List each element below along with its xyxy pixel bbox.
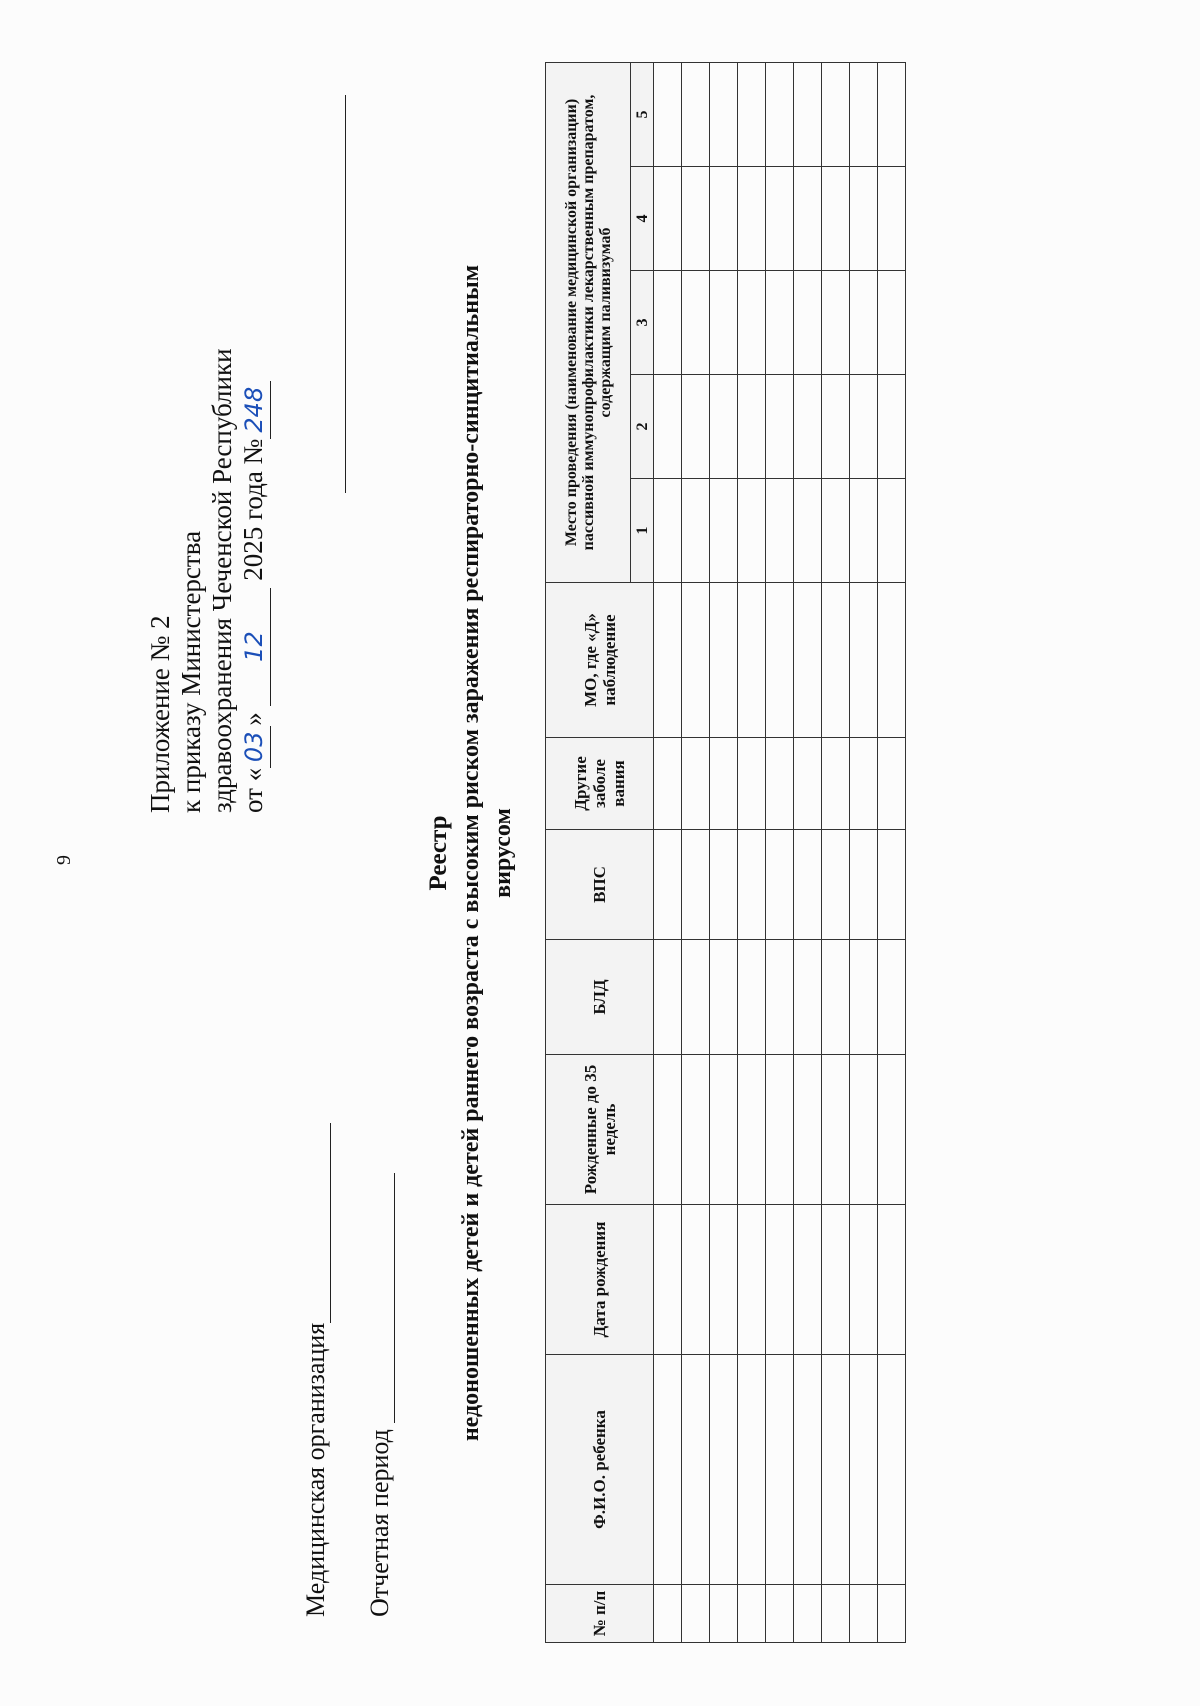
table-row <box>654 62 682 1642</box>
table-row <box>710 62 738 1642</box>
appendix-line-2: к приказу Министерства <box>176 530 206 813</box>
table-cell[interactable] <box>878 1355 906 1585</box>
table-cell[interactable] <box>738 271 766 375</box>
org-input-line[interactable] <box>308 1123 331 1323</box>
table-cell[interactable] <box>850 940 878 1055</box>
date-year-text: 2025 года № <box>238 438 268 581</box>
table-cell[interactable] <box>822 583 850 738</box>
table-cell[interactable] <box>738 375 766 479</box>
table-row <box>822 62 850 1642</box>
org-field <box>301 1123 331 1617</box>
table-cell[interactable] <box>710 167 738 271</box>
period-label: Отчетная период <box>365 1429 394 1617</box>
table-cell[interactable] <box>682 583 710 738</box>
table-cell[interactable] <box>710 1585 738 1643</box>
table-cell[interactable] <box>654 830 682 940</box>
table-cell[interactable] <box>850 62 878 166</box>
table-cell[interactable] <box>710 375 738 479</box>
table-cell[interactable] <box>682 479 710 583</box>
subcol-header-1: 1 <box>631 479 654 583</box>
table-cell[interactable] <box>878 271 906 375</box>
table-cell[interactable] <box>878 479 906 583</box>
table-cell[interactable] <box>878 167 906 271</box>
table-cell[interactable] <box>794 479 822 583</box>
date-month: 12 <box>239 588 271 706</box>
table-cell[interactable] <box>822 940 850 1055</box>
table-cell[interactable] <box>738 1205 766 1355</box>
title-line-2: недоношенных детей и детей раннего возраста с высоким риском заражения респираторно-синцитиальным <box>458 264 484 1442</box>
landscape-sheet <box>25 43 1175 1663</box>
title-line-3: вирусом <box>490 808 516 898</box>
table-cell[interactable] <box>878 375 906 479</box>
table-cell[interactable] <box>710 738 738 830</box>
table-cell[interactable] <box>682 1355 710 1585</box>
table-cell[interactable] <box>766 1355 794 1585</box>
col-header-born-before-35-weeks: Рожденные до 35 недель <box>546 1055 654 1205</box>
subcol-header-2: 2 <box>631 375 654 479</box>
table-cell[interactable] <box>766 583 794 738</box>
col-header-vps: ВПС <box>546 830 654 940</box>
table-cell[interactable] <box>654 479 682 583</box>
table-cell[interactable] <box>850 830 878 940</box>
table-cell[interactable] <box>794 1585 822 1643</box>
table-cell[interactable] <box>878 1205 906 1355</box>
table-cell[interactable] <box>654 738 682 830</box>
table-cell[interactable] <box>654 375 682 479</box>
table-cell[interactable] <box>878 940 906 1055</box>
table-cell[interactable] <box>738 479 766 583</box>
table-cell[interactable] <box>850 479 878 583</box>
table-cell[interactable] <box>766 167 794 271</box>
table-cell[interactable] <box>850 375 878 479</box>
table-cell[interactable] <box>850 271 878 375</box>
table-cell[interactable] <box>654 271 682 375</box>
table-cell[interactable] <box>766 1585 794 1643</box>
table-cell[interactable] <box>738 1355 766 1585</box>
table-cell[interactable] <box>766 940 794 1055</box>
col-header-place: Место проведения (наименование медицинской организации) пассивной иммунопрофилактики лекарственным препаратом, содержащим паливизумаб <box>546 62 631 582</box>
table-cell[interactable] <box>654 62 682 166</box>
table-cell[interactable] <box>766 62 794 166</box>
table-cell[interactable] <box>794 271 822 375</box>
table-cell[interactable] <box>710 1205 738 1355</box>
page-number: 9 <box>53 855 75 865</box>
subcol-header-4: 4 <box>631 167 654 271</box>
table-cell[interactable] <box>738 940 766 1055</box>
table-cell[interactable] <box>766 1205 794 1355</box>
table-cell[interactable] <box>682 1205 710 1355</box>
table-cell[interactable] <box>822 1205 850 1355</box>
table-cell[interactable] <box>794 738 822 830</box>
table-row <box>878 62 906 1642</box>
appendix-line-3: здравоохранения Чеченской Республики <box>207 348 237 813</box>
table-row <box>794 62 822 1642</box>
table-cell[interactable] <box>766 375 794 479</box>
table-cell[interactable] <box>654 583 682 738</box>
appendix-block <box>145 348 271 813</box>
table-cell[interactable] <box>682 375 710 479</box>
table-cell[interactable] <box>738 62 766 166</box>
table-cell[interactable] <box>878 830 906 940</box>
period-field <box>365 1173 395 1617</box>
table-cell[interactable] <box>710 940 738 1055</box>
org-label: Медицинская организация <box>301 1322 330 1617</box>
col-header-bld: БЛД <box>546 940 654 1055</box>
table-cell[interactable] <box>682 167 710 271</box>
col-header-other-diseases: Другие заболе вания <box>546 738 654 830</box>
table-cell[interactable] <box>878 1055 906 1205</box>
table-row <box>682 62 710 1642</box>
table-cell[interactable] <box>794 1205 822 1355</box>
table-cell[interactable] <box>654 1205 682 1355</box>
table-row <box>766 62 794 1642</box>
date-day: 03 <box>239 726 271 768</box>
table-cell[interactable] <box>682 1055 710 1205</box>
table-cell[interactable] <box>654 167 682 271</box>
table-cell[interactable] <box>654 940 682 1055</box>
table-cell[interactable] <box>794 62 822 166</box>
table-cell[interactable] <box>850 1055 878 1205</box>
date-close: » <box>238 712 268 726</box>
table-cell[interactable] <box>766 1055 794 1205</box>
table-cell[interactable] <box>710 1055 738 1205</box>
table-cell[interactable] <box>878 62 906 166</box>
subcol-header-5: 5 <box>631 62 654 166</box>
table-cell[interactable] <box>822 1585 850 1643</box>
table-cell[interactable] <box>682 738 710 830</box>
table-cell[interactable] <box>682 62 710 166</box>
registry-body <box>654 62 906 1642</box>
table-cell[interactable] <box>822 375 850 479</box>
table-cell[interactable] <box>794 1355 822 1585</box>
title-line-1: Реестр <box>425 815 452 891</box>
table-cell[interactable] <box>710 1355 738 1585</box>
table-cell[interactable] <box>738 1055 766 1205</box>
table-cell[interactable] <box>738 167 766 271</box>
table-cell[interactable] <box>794 940 822 1055</box>
table-cell[interactable] <box>850 738 878 830</box>
table-cell[interactable] <box>682 830 710 940</box>
table-row <box>850 62 878 1642</box>
table-cell[interactable] <box>878 583 906 738</box>
table-cell[interactable] <box>766 271 794 375</box>
table-cell[interactable] <box>794 167 822 271</box>
col-header-birth-date: Дата рождения <box>546 1205 654 1355</box>
table-cell[interactable] <box>682 1585 710 1643</box>
table-cell[interactable] <box>822 62 850 166</box>
table-cell[interactable] <box>710 62 738 166</box>
date-prefix: от « <box>238 767 268 813</box>
appendix-line-1: Приложение № 2 <box>145 615 175 813</box>
table-cell[interactable] <box>850 1585 878 1643</box>
table-cell[interactable] <box>794 830 822 940</box>
table-cell[interactable] <box>682 271 710 375</box>
table-cell[interactable] <box>822 738 850 830</box>
table-cell[interactable] <box>878 738 906 830</box>
table-cell[interactable] <box>654 1585 682 1643</box>
table-cell[interactable] <box>654 1055 682 1205</box>
table-cell[interactable] <box>738 830 766 940</box>
table-cell[interactable] <box>822 271 850 375</box>
table-row <box>738 62 766 1642</box>
table-cell[interactable] <box>822 479 850 583</box>
table-cell[interactable] <box>710 479 738 583</box>
col-header-child-name: Ф.И.О. ребенка <box>546 1355 654 1585</box>
table-cell[interactable] <box>738 738 766 830</box>
table-cell[interactable] <box>710 583 738 738</box>
table-cell[interactable] <box>850 167 878 271</box>
table-cell[interactable] <box>738 1585 766 1643</box>
table-cell[interactable] <box>766 830 794 940</box>
table-cell[interactable] <box>850 1355 878 1585</box>
table-cell[interactable] <box>822 167 850 271</box>
table-cell[interactable] <box>850 583 878 738</box>
document-title <box>423 43 519 1663</box>
table-cell[interactable] <box>794 375 822 479</box>
subcol-header-3: 3 <box>631 271 654 375</box>
table-cell[interactable] <box>794 1055 822 1205</box>
table-cell[interactable] <box>738 583 766 738</box>
table-cell[interactable] <box>822 1055 850 1205</box>
table-cell[interactable] <box>822 1355 850 1585</box>
table-cell[interactable] <box>794 583 822 738</box>
table-cell[interactable] <box>682 940 710 1055</box>
table-cell[interactable] <box>766 479 794 583</box>
col-header-number: № п/п <box>546 1585 654 1643</box>
registry-table <box>545 62 906 1643</box>
period-input-line[interactable] <box>372 1173 395 1423</box>
top-rule <box>345 95 346 493</box>
table-cell[interactable] <box>766 738 794 830</box>
table-cell[interactable] <box>710 271 738 375</box>
table-cell[interactable] <box>878 1585 906 1643</box>
table-cell[interactable] <box>654 1355 682 1585</box>
table-cell[interactable] <box>710 830 738 940</box>
order-number: 248 <box>239 381 271 439</box>
table-cell[interactable] <box>822 830 850 940</box>
appendix-date-line <box>238 348 271 813</box>
col-header-mo-observation: МО, где «Д» наблюдение <box>546 583 654 738</box>
table-cell[interactable] <box>850 1205 878 1355</box>
